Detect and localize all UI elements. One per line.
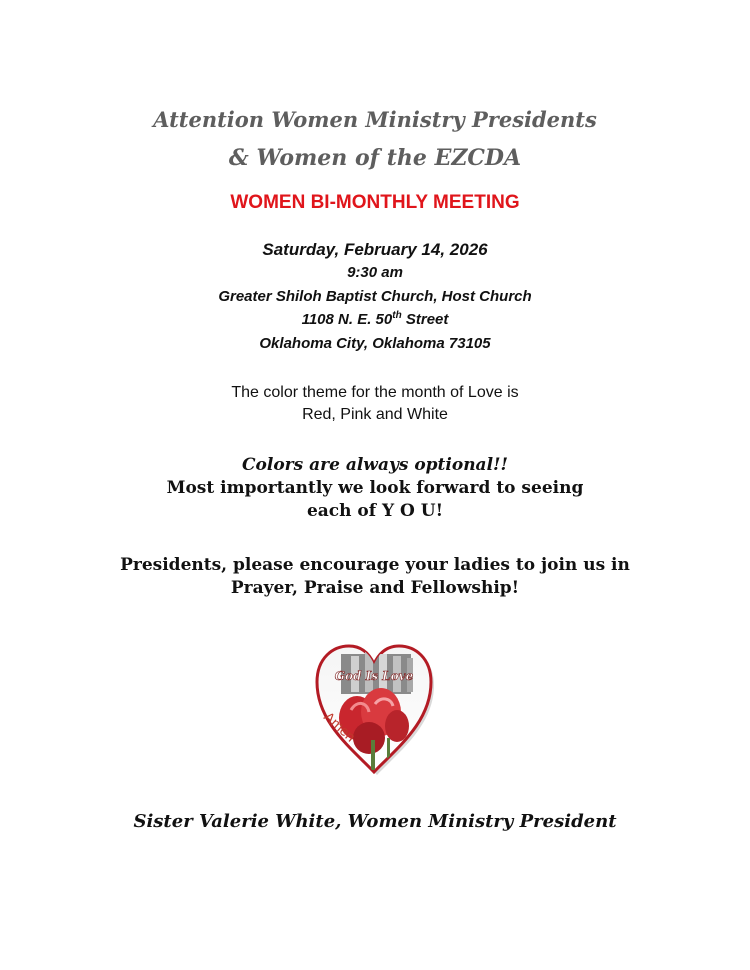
meeting-time: 9:30 am	[347, 264, 403, 281]
heart-banner-text: God Is Love	[334, 669, 414, 683]
message-line-1: Colors are always optional!!	[242, 455, 508, 475]
heart-illustration	[311, 640, 437, 776]
meeting-host: Greater Shiloh Baptist Church, Host Church	[218, 288, 532, 305]
header-line-1: Attention Women Ministry Presidents	[153, 107, 597, 132]
theme-line-1: The color theme for the month of Love is	[231, 384, 519, 401]
message-line-2: Most importantly we look forward to seeing	[166, 478, 584, 498]
invite-line-1: Presidents, please encourage your ladies to join us in	[120, 555, 630, 575]
heart-amen-text: Amen	[320, 708, 359, 745]
meeting-date: Saturday, February 14, 2026	[262, 240, 488, 259]
god-is-love-heart-image	[311, 640, 437, 776]
street-number: 1108 N. E. 50	[301, 311, 393, 328]
invite-line-2: Prayer, Praise and Fellowship!	[230, 578, 520, 598]
meeting-city: Oklahoma City, Oklahoma 73105	[259, 335, 491, 352]
signature: Sister Valerie White, Women Ministry President	[133, 811, 617, 832]
meeting-title: WOMEN BI-MONTHLY MEETING	[230, 192, 520, 213]
street-name: Street	[401, 311, 449, 328]
theme-line-2: Red, Pink and White	[302, 406, 448, 423]
header-line-2: & Women of the EZCDA	[228, 145, 522, 171]
message-line-3: each of Y O U!	[306, 501, 444, 521]
street-ordinal: th	[392, 310, 402, 321]
meeting-street	[0, 311, 750, 328]
